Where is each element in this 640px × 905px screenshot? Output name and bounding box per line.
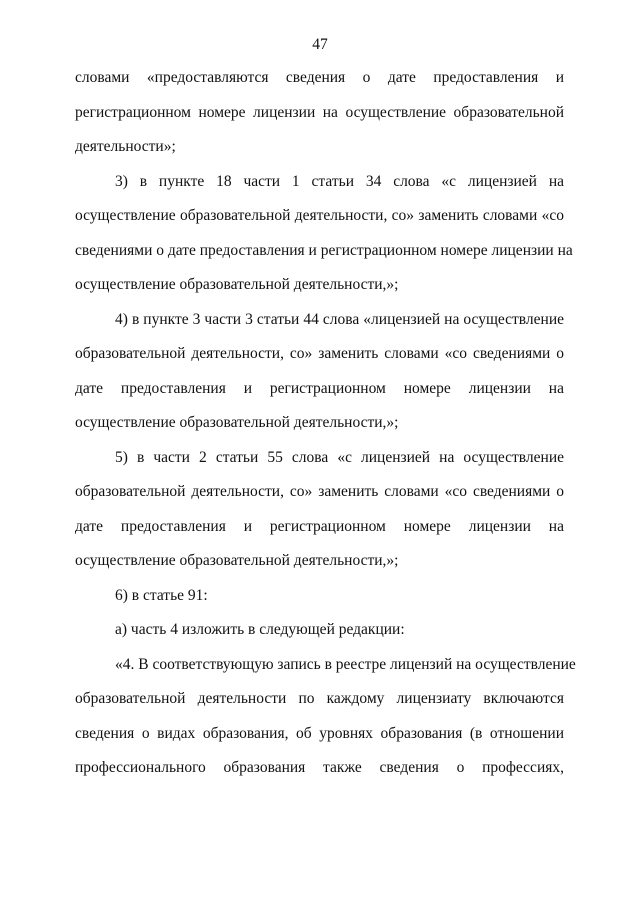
text-line: осуществление образовательной деятельности, со» заменить словами «со (75, 207, 564, 224)
text-line: образовательной деятельности, со» заменить словами «со сведениями о (75, 345, 564, 362)
text-line: 6) в статье 91: (115, 587, 208, 604)
text-line: осуществление образовательной деятельности,»; (75, 552, 399, 569)
text-line: а) часть 4 изложить в следующей редакции: (115, 621, 405, 638)
text-line: «4. В соответствующую запись в реестре лицензий на осуществление (115, 656, 576, 673)
text-line: осуществление образовательной деятельности,»; (75, 276, 399, 293)
text-line: профессионального образования также сведения о профессиях, (75, 759, 564, 776)
text-line: регистрационном номере лицензии на осуществление образовательной (75, 104, 564, 121)
text-line: образовательной деятельности, со» заменить словами «со сведениями о (75, 483, 564, 500)
text-line: деятельности»; (75, 138, 176, 155)
text-line: 3) в пункте 18 части 1 статьи 34 слова «с лицензией на (115, 173, 564, 190)
text-line: дате предоставления и регистрационном номере лицензии на (75, 518, 564, 535)
text-line: дате предоставления и регистрационном номере лицензии на (75, 380, 564, 397)
text-line: словами «предоставляются сведения о дате предоставления и (75, 69, 564, 86)
page-number: 47 (312, 36, 328, 53)
text-line: образовательной деятельности по каждому лицензиату включаются (75, 690, 564, 707)
text-line: сведения о видах образования, об уровнях образования (в отношении (75, 725, 564, 742)
text-line: 5) в части 2 статьи 55 слова «с лицензией на осуществление (115, 449, 564, 466)
text-line: 4) в пункте 3 части 3 статьи 44 слова «лицензией на осуществление (115, 311, 564, 328)
text-line: осуществление образовательной деятельности,»; (75, 414, 399, 431)
text-line: сведениями о дате предоставления и регистрационном номере лицензии на (75, 242, 573, 259)
